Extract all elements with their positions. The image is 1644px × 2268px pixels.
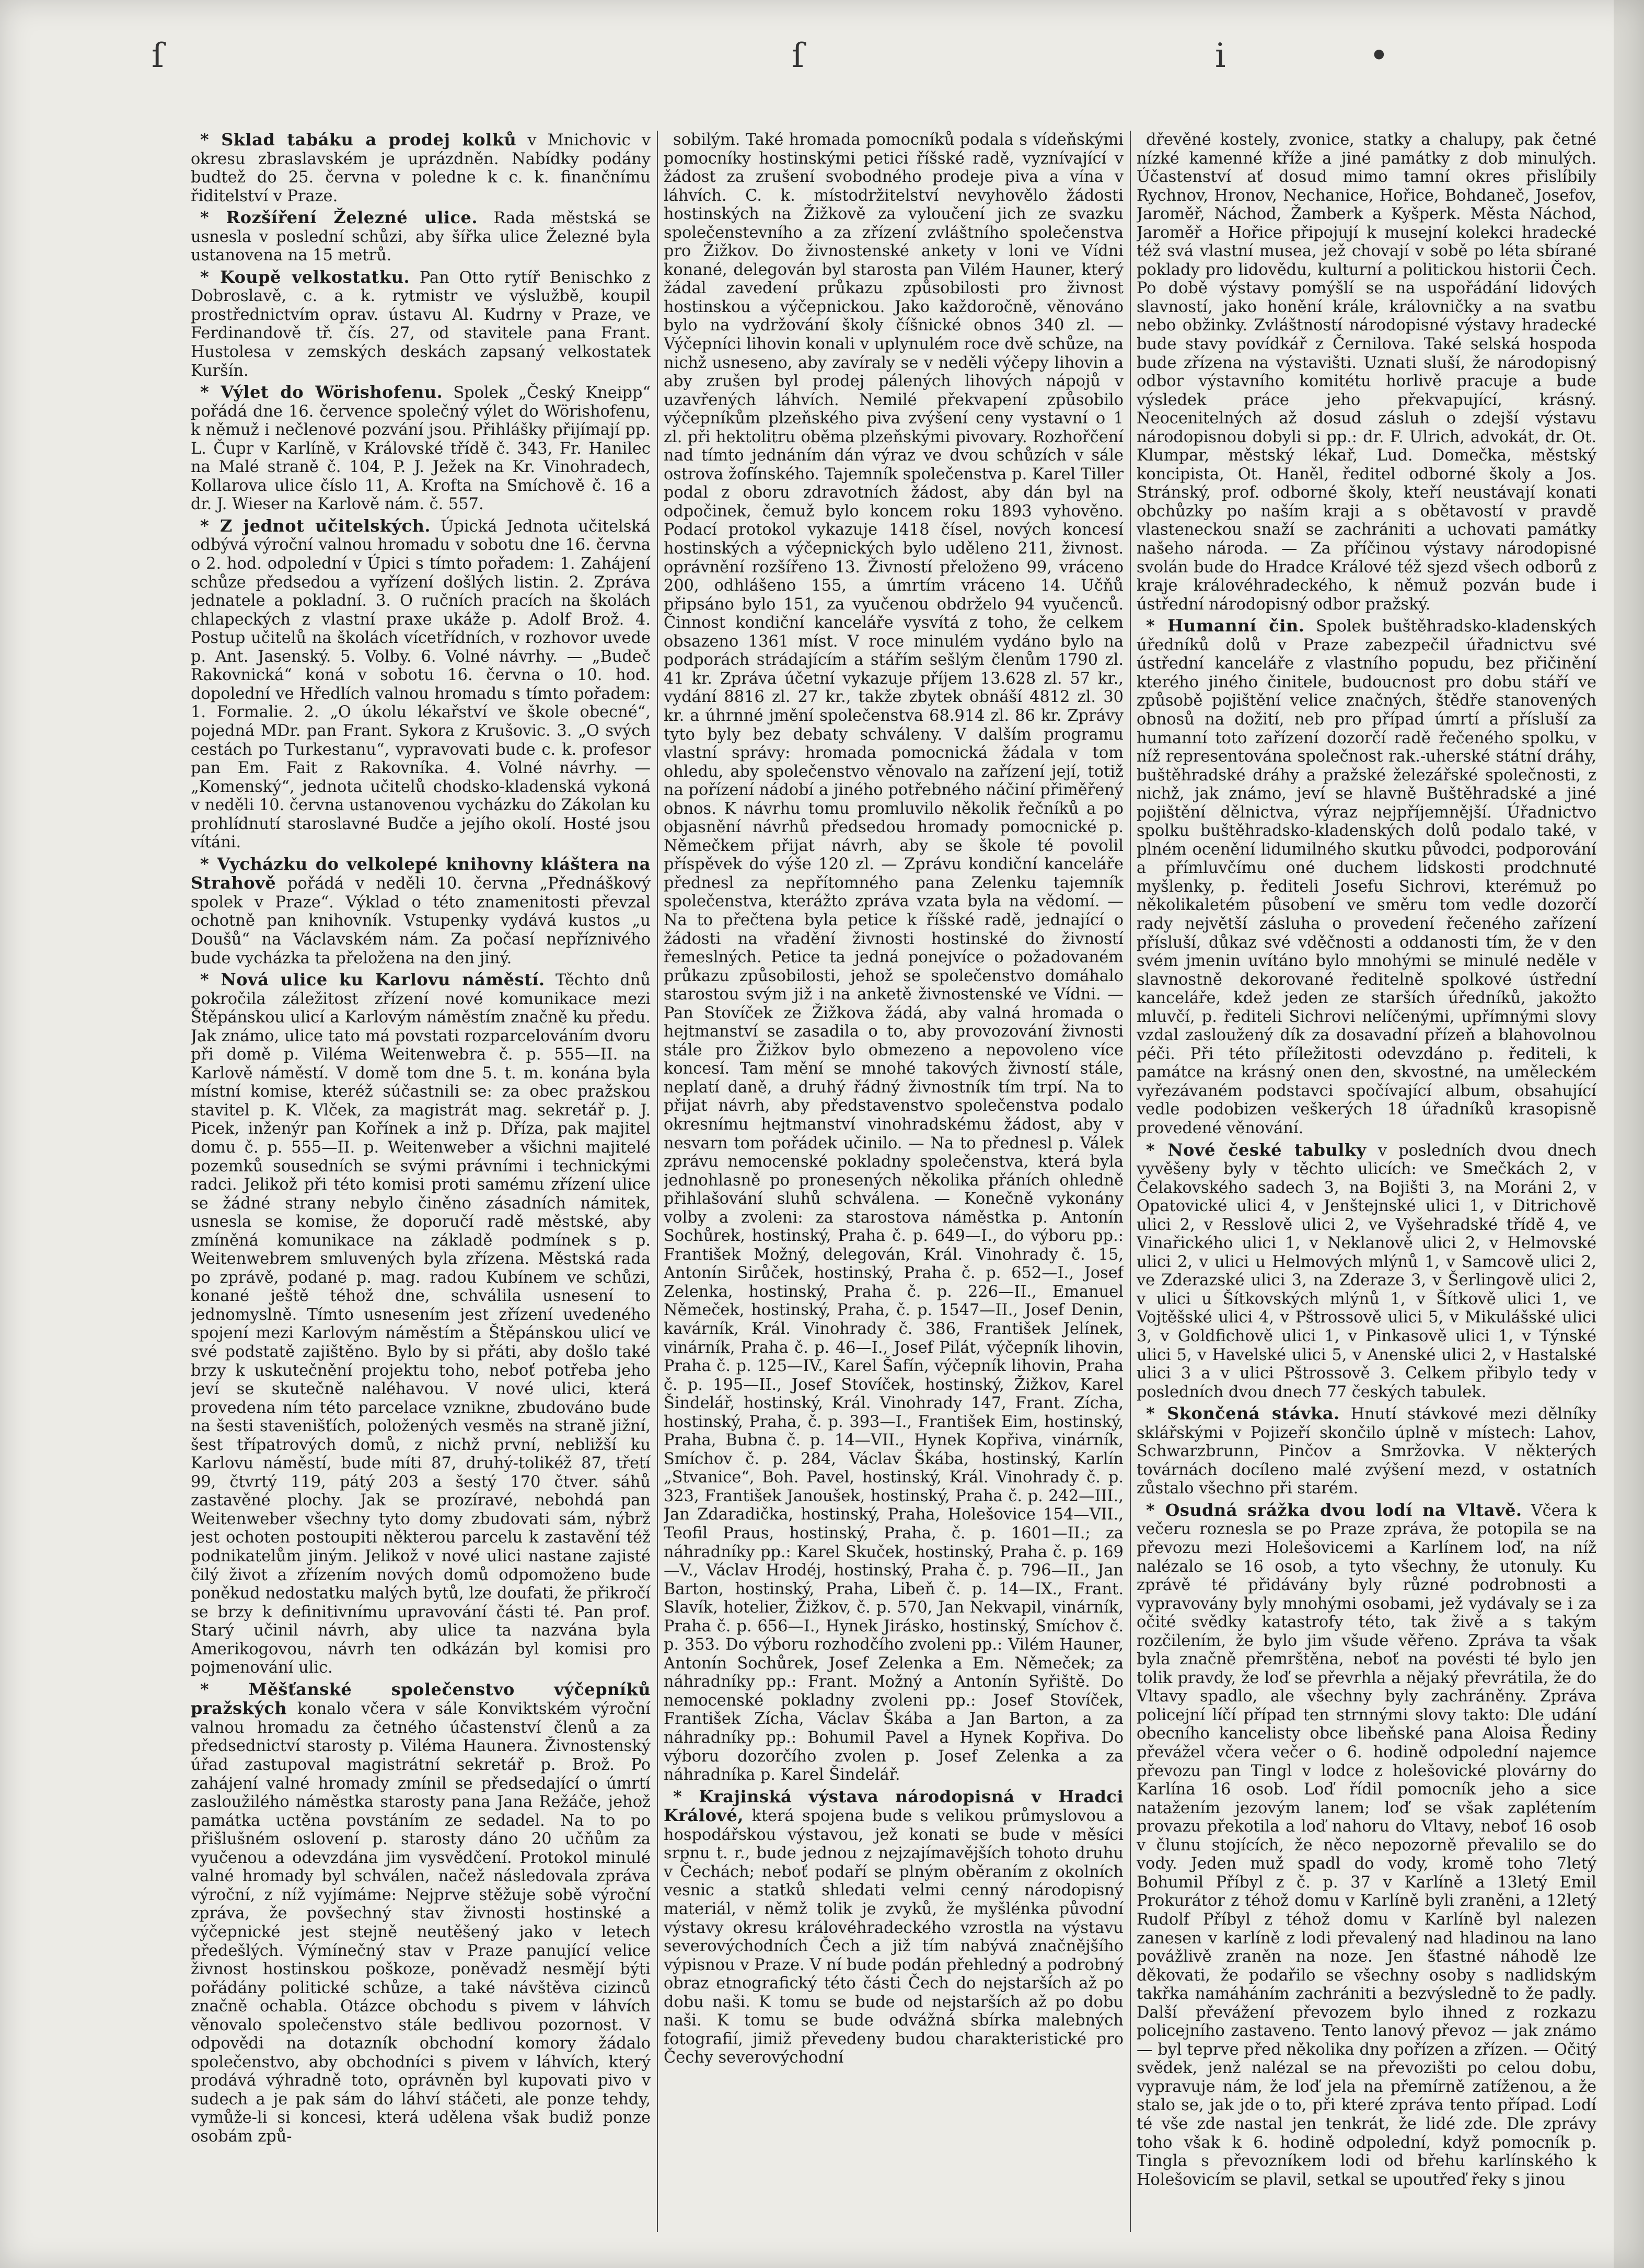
article-headline: * Koupě velkostatku.	[200, 267, 410, 287]
article-headline: * Měšťanské společenstvo výčepníků pražských	[191, 1679, 651, 1719]
column-rule	[1130, 131, 1131, 2232]
article-body: Pan Otto rytíř Benischko z Dobroslavě, c. a k. rytmistr ve výslužbě, koupil prostřednictvím oprav. ústavu Al. Kudrny v Praze, ve Ferdinandově tř. čís. 27, od stavitele pana Frant. Hustolesa v zemských deskách zapsaný velkostatek Kuršín.	[191, 268, 651, 380]
article-headline: * Osudná srážka dvou lodí na Vltavě.	[1146, 1500, 1522, 1520]
article-headline: * Nová ulice ku Karlovu náměstí.	[200, 970, 545, 990]
column-rule	[657, 131, 658, 2232]
column-2	[664, 131, 1124, 2237]
article-headline: * Krajinská výstava národopisná v Hradci Králové,	[664, 1786, 1124, 1826]
article-headline: * Humanní čin.	[1146, 616, 1305, 636]
header-mark-3: i	[1215, 37, 1226, 75]
header-mark-4: •	[1369, 37, 1389, 75]
scan-margin-strip	[1614, 0, 1644, 2268]
article-body: pořádá v neděli 10. června „Přednáškový spolek v Praze“. Výklad o této znamenitosti převzal ochotně pan knihovník. Vstupenky vydává kustos „u Doušů“ na Václavském nám. Za počasí nepříznivého bude vycházka ta přeložena na den jiný.	[191, 874, 651, 968]
article	[664, 1788, 1124, 2067]
article	[191, 209, 651, 265]
article	[1137, 617, 1596, 1137]
article-body: Rada městská se usnesla v poslední schůzi, aby šířka ulice Železné byla ustanovena na 15 metrů.	[191, 209, 651, 265]
article-body: v posledních dvou dnech vyvěšeny byly v těchto ulicích: ve Smečkách 2, v Čelakovského sadech 3, na Bojišti 3, na Moráni 2, v Opatovické ulici 4, v Jenštejnské ulici 1, v Ditrichově ulici 2, v Resslově ulici 2, ve Vyšehradské třídě 4, ve Vinařického ulici 1, v Neklanově ulici 2, v Helmovské ulici 2, v ulici u Helmových mlýnů 1, v Samcově ulici 2, ve Zderazské ulici 3, na Zderaze 3, v Šerlingově ulici 2, v ulici u Šítkovských mlýnů 1, v Šítkově ulici 1, ve Vojtěšské ulici 4, v Pštrossově ulici 5, v Mikulášské ulici 3, v Goldfichově ulici 1, v Pinkasově ulici 1, v Týnské ulici 5, v Havelské ulici 5, v Anenské ulici 2, v Hastalské ulici 3 a v ulici Pštrossově 3. Celkem přibylo tedy v posledních dvou dnech 77 českých tabulek.	[1137, 1141, 1596, 1401]
column-1	[191, 131, 651, 2237]
article-headline: * Skončená stávka.	[1146, 1403, 1340, 1424]
article	[191, 517, 651, 852]
article-body: dřevěné kostely, zvonice, statky a chalupy, pak četné nízké kamenné kříže a jiné památky z dob minulých. Účastenství ať dosud mimo tamní okres přislíbily Rychnov, Hronov, Nechanice, Hořice, Bohdaneč, Josefov, Jaroměř, Náchod, Žamberk a Kyšperk. Města Náchod, Jaroměř a Hořice připojují k musejní kolekci hradecké též svá vlastní musea, jež chovají v sobě po léta sbírané poklady pro lidovědu, kulturní a politickou historii Čech. Po době výstavy pomýšlí se na uspořádání lidových slavností, jako honění krále, královničky a na svatbu nebo obžinky. Zvláštností národopisné výstavy hradecké bude stavy povídkář z Černilova. Také selská hospoda bude zřízena na výstavišti. Uznati sluší, že národopisný odbor výstavního komitétu horlivě pracuje a bude výsledek práce jeho překvapující, krásný. Neocenitelných až dosud zásluh o zdejší výstavu národopisnou dobyli si pp.: dr. F. Ulrich, advokát, dr. Ot. Klumpar, městský lékař, Lud. Domečka, městský koncipista, Ot. Haněl, ředitel odborné školy a Jos. Stránský, prof. odborné školy, kteří neustávají konati obchůzky po naším kraji a s obětavostí v pravdě vlasteneckou snaží se zachrániti a uchovati památky našeho národa. — Za příčinou výstavy národopisné svolán bude do Hradce Králové též sjezd všech odborů z kraje královéhradeckého, k němuž pozván bude i ústřední národopisný odbor pražský.	[1137, 131, 1596, 614]
article	[191, 971, 651, 1677]
article	[1137, 1141, 1596, 1402]
article-headline: * Výlet do Wörishofenu.	[200, 382, 443, 402]
header-mark-1: ſ	[152, 37, 164, 75]
article	[664, 131, 1124, 1785]
article	[1137, 131, 1596, 614]
article-body: Těchto dnů pokročila záležitost zřízení nové komunikace mezi Štěpánskou ulicí a Karlovým náměstím značně ku předu. Jak známo, ulice tato má povstati rozparcelováním dvoru při domě p. Viléma Weitenwebra č. p. 555—II. na Karlově náměstí. V domě tom dne 5. t. m. konána byla místní komise, kteréž súčastnili se: za obec pražskou stavitel p. K. Vlček, za magistrát mag. sekretář p. J. Picek, inženýr pan Kořínek a inž p. Dříza, pak majitel domu č. p. 555—II. p. Weitenweber a všichni majitelé pozemků sousedních se svými právními i technickými radci. Jelikož při této komisi proti samému zřízení ulice se žádné strany nebylo činěno zásadních námitek, usnesla se komise, že doporučí radě městské, aby zmíněná komunikace na základě podmínek s p. Weitenwebrem smluvených byla zřízena. Městská rada po zprávě, podané p. mag. radou Kubínem ve schůzi, konané ještě téhož dne, schválila usnesení to jednomyslně. Tímto usnesením jest zřízení uvedeného spojení mezi Karlovým náměstím a Štěpánskou ulicí ve své podstatě zajištěno. Bylo by si přáti, aby došlo také brzy k uskutečnění projektu toho, neboť potřeba jeho jeví se skutečně naléhavou. V nové ulici, která provedena ním této parcelace vznikne, zbudováno bude na šesti stavenišťích, položených vesměs na straně jižní, šest třípatrových domů, z nichž první, nebližší ku Karlovu náměstí, bude míti 87, druhý-tolikéž 87, třetí 99, čtvrtý 119, pátý 203 a šestý 170 čtver. sáhů zastavěné plochy. Jak se prozíravé, nebohdá pan Weitenweber všechny tyto domy zbudovati sám, nýbrž jest ochoten postoupiti některou parcelu k zastavění též podnikatelům jiným. Jelikož v nové ulici nastane zajisté čilý život a zřízením nových domů odpomoženo bude poněkud nedostatku malých bytů, lze doufati, že přikročí se brzy k definitivnímu upravování části té. Pan prof. Starý učinil návrh, aby ulice ta nazvána byla Amerikogovou, návrh ten odkázán byl komisi pro pojmenování ulic.	[191, 971, 651, 1677]
article-body: Hnutí stávkové mezi dělníky sklářskými v Pojizeří skončilo úplně v místech: Lahov, Schwarzbrunn, Pinčov a Smržovka. V některých továrnách docíleno malé zvýšení mezd, v ostatních zůstalo všechno při starém.	[1137, 1405, 1596, 1498]
article-headline: * Sklad tabáku a prodej kolků	[200, 131, 517, 149]
article	[191, 131, 651, 205]
article-headline: * Z jednot učitelských.	[200, 515, 431, 536]
article-body: konalo včera v sále Konviktském výroční valnou hromadu za četného účastenství členů a za předsednictví starosty p. Viléma Haunera. Živnostenský úřad zastupoval magistrátní sekretář p. Brož. Po zahájení valné hromady zmínil se předsedající o úmrtí zasloužilého náměstka starosty pana Jana Režáče, jehož památka uctěna povstáním ze sedadel. Na to po přišlušném oslovení p. starosty dáno 20 učňům za vyučenou a odevzdána jim vysvědčení. Protokol minulé valné hromady byl schválen, načež následovala zpráva výroční, z níž vyjímáme: Nejprve stěžuje sobě výroční zpráva, že povšechný stav živnosti hostinské a výčepnické jest stejně neutěšený jako v letech předešlých. Výmínečný stav v Praze panující velice živnost hostinskou poškoze, poněvadž nesmějí býti pořádány politické schůze, a také návštěva cizinců značně ochabla. Otázce obchodu s pivem v láhvích věnovalo společenstvo stále bedlivou pozornost. V odpovědi na dotazník obchodní komory žádalo společenstvo, aby obchodníci s pivem v láhvích, který prodává výhradně toto, oprávněn byl kupovati pivo v sudech a je pak sám do láhví stáčeti, ale ponze tehdy, vymůže-li si koncesi, která udělena však budiž ponze osobám způ-	[191, 1700, 651, 2146]
column-3	[1137, 131, 1596, 2237]
header-mark-2: ſ	[792, 37, 804, 75]
article	[191, 1680, 651, 2146]
article-body: Včera k večeru roznesla se po Praze zpráva, že potopila se na převozu mezi Holešovicemi a Karlínem loď, na níž nalézalo se 16 osob, a tyto všechny, že utonuly. Ku zprávě té přidávány byly různé podrobnosti a vypravovány byly mnohými osobami, jež vydávaly se i za očité svědky katastrofy této, tak živě a s takým rozčilením, že bylo jim všude věřeno. Zpráva ta však byla značně přemrštěna, neboť na povésti té bylo jen tolik pravdy, že loď se převrhla a nějaký převrátila, že do Vltavy spadlo, ale všechny byly zachráněny. Zpráva policejní líčí případ ten strnnými slovy takto: Dle udání obecního kancelisty obce libeňské pana Aloisa Řediny převážel včera večer o 6. hodině odpolední najemce převozu pan Tingl v lodce z holešovické plovárny do Karlína 16 osob. Loď řídil pomocník jeho a sice natažením jezovým lanem; loď se však zaplétením provazu překotila a loď nahoru do Vltavy, neboť 16 osob v člunu stojících, že něco nepozorně převalilo se do vody. Jeden muž spadl do vody, kromě toho 7letý Bohumil Příbyl z č. p. 37 v Karlíně a 13letý Emil Prokurátor z téhož domu v Karlíně byli zraněni, a 12letý Rudolf Příbyl z téhož domu v Karlíně byl nalezen zanesen v karlíně z lodi převalený nad hladinou na lano povážlivě zraněn na noze. Jen šťastné náhodě lze děkovati, že podařilo se všechny osoby s nadlidským takřka namáháním zachrániti a bezvýsledně to že padly. Další převážení převozem bylo ihned z rozkazu policejního zastaveno. Tento lanový převoz — jak známo — byl teprve před několika dny pořízen a zřízen. — Očitý svědek, jenž nalézal se na převozišti po celou dobu, vypravuje nám, že loď jela na přemírně zatíženou, a že stalo se, jak jde o to, při které zpráva tento případ. Lodí té vše zde nastal jen tenkrát, že lidé zde. Dle zprávy toho však k 6. hodině odpolední, když pomocník p. Tingla s převozníkem lodi od břehu karlínského k Holešovicím se plavil, setkal se upoutřeď řeky s jinou	[1137, 1501, 1596, 2189]
article-body: Úpická Jednota učitelská odbývá výroční valnou hromadu v sobotu dne 16. června o 2. hod. odpolední v Úpici s tímto pořadem: 1. Zahájení schůze předsedou a vyřízení došlých listin. 2. Zpráva jednatele a pokladní. 3. O ručních pracích na školách chlapeckých z vlastní praxe ukáže p. Adolf Brož. 4. Postup učitelů na školách vícetřídních, v rozhovor uvede p. Ant. Jasenský. 5. Volby. 6. Volné návrhy. — „Budeč Rakovnická“ koná v sobotu 16. června o 10. hod. dopolední ve Hředlích valnou hromadu s tímto pořadem: 1. Formalie. 2. „O úkolu lékařství ve škole obecné“, pojedná MDr. pan Frant. Sykora z Krušovic. 3. „O svých cestách po Turkestanu“, vypravovati bude c. k. profesor pan Em. Fait z Rakovníka. 4. Volné návrhy. — „Komenský“, jednota učitelů chodsko-kladenská vykoná v neděli 10. června ustanovenou vycházku do Zákolan ku prohlídnutí staroslavné Budče a jejího okolí. Hosté jsou vítáni.	[191, 517, 651, 852]
article	[1137, 1501, 1596, 2189]
article-headline: * Nové české tabulky	[1146, 1139, 1367, 1160]
article-body: Spolek buštěhradsko-kladenských úředníků dolů v Praze zabezpečil úřadnictvu své ústřední kanceláře z vlastního popudu, bez přičinění kterého jiného činitele, budoucnost pro dobu stáří ve způsobě pojištění velice značných, štědře stanovených obnosů na dožití, neb pro případ úmrtí a přísluší za humanní toto zařízení dozorčí radě řečeného spolku, v níž representována společnost rak.-uherské státní dráhy, buštěhradské dráhy a pražské železářské společnosti, z nichž, jak známo, jeví se hlavně Buštěhradské a jiné pojištění dělnictva, výraz nejpříjemnější. Úřadnictvo spolku buštěhradsko-kladenských dolů podalo také, v plném ocenění lidumilného skutku původci, podporování a přímluvčímu oné duchem lidskosti prodchnuté myšlenky, p. řediteli Josefu Sichrovi, kterémuž po několikaletém působení ve směru tom vedle dozorčí rady největší zásluha o provedení řečeného zařízení přísluší, důkaz své vděčnosti a oddanosti tím, že v den svém jmenin uvítáno bylo mnohými se minulé neděle v slavnostně dekorované ředitelně spolkové ústřední kanceláře, kdež jeden ze starších úředníků, jakožto mluvčí, p. řediteli Sichrovi nelíčenými, upřímnými slovy vzdal zasloužený dík za dosavadní přízeň a blahovolnou péči. Při této příležitosti odevzdáno p. řediteli, k památce na krásný onen den, skvostné, na uměleckém vyřezávaném podstavci spočívající album, obsahující vedle podobizen veškerých 18 úřadníků krasopisně provedené věnování.	[1137, 617, 1596, 1137]
newspaper-columns	[191, 131, 1596, 2242]
article-headline: * Rozšíření Železné ulice.	[200, 208, 478, 228]
article	[191, 268, 651, 380]
article-body: Spolek „Český Kneipp“ pořádá dne 16. července společný výlet do Wörishofenu, k němuž i nečlenové pozvání jsou. Přihlášky přijímají pp. L. Čupr v Karlíně, v Královské třídě č. 343, Fr. Hanilec na Malé straně č. 104, P. J. Ježek na Kr. Vinohradech, Kollarova ulice číslo 11, A. Krofta na Smíchově č. 16 a dr. J. Wieser na Karlově nám. č. 557.	[191, 384, 651, 514]
article-body: v Mnichovic v okresu zbraslavském je uprázdněn. Nabídky podány budtež do 25. června v poledne k c. k. finančnímu řiditelství v Praze.	[191, 131, 651, 205]
article	[191, 855, 651, 968]
article-body: sobilým. Také hromada pomocníků podala s vídeňskými pomocníky hostinskými petici říšské radě, vyznívající v žádost za zrušení svobodného prodeje piva a vína v láhvích. C. k. místodržitelství nevyhovělo žádosti hostinských na Žižkově za vyloučení jich ze svazku společenstevního a za zřízení zvláštního společenstva pro Žižkov. Do živnostenské ankety v loni ve Vídni konané, delegován byl starosta pan Vilém Hauner, který žádal zavedení průkazu způsobilosti pro živnost hostinskou a výčepnickou. Jako každoročně, věnováno bylo na vydržování školy číšnické obnos 340 zl. — Výčepníci lihovin konali v uplynulém roce dvě schůze, na nichž usneseno, aby zavíraly se v neděli výčepy lihovin a aby zrušen byl prodej pálených lihových nápojů v uzavřených láhvích. Nemilé překvapení způsobilo výčepníkům plzeňského piva zvýšení ceny vystavní o 1 zl. při hektolitru oběma plzeňskými pivovary. Rozhořčení nad tímto jednáním dán výraz ve dvou schůzích v sále ostrova žofínského. Tajemník společenstva p. Karel Tiller podal z oboru zdravotních žádost, aby dán byl na odpočinek, čemuž bylo koncem roku 1893 vyhověno. Podací protokol vykazuje 1418 čísel, nových koncesí hostinských a výčepnických bylo uděleno 211, živnost. oprávnění rozšířeno 13. Živností přeloženo 99, vráceno 200, odhlášeno 155, a úmrtím vráceno 14. Učňů připsáno bylo 151, za vyučenou obdrželo 94 vyučenců. Činnost kondiční kanceláře vysvítá z toho, že celkem obsazeno 1361 míst. V roce minulém vydáno bylo na podporách strádajícím a stářím sešlým členům 1790 zl. 41 kr. Zpráva účetní vykazuje příjem 13.628 zl. 57 kr., vydání 8816 zl. 27 kr., takže zbytek obnáší 4812 zl. 30 kr. a úhrnné jmění společenstva 68.914 zl. 86 kr. Zprávy tyto byly bez debaty schváleny. V dalším programu vlastní správy: hromada pomocnická žádala v tom ohledu, aby společenstvo věnovalo na zařízení její, totiž na pořízení nádobí a jiného potřebného náčiní přiměřený obnos. K návrhu tomu promluvilo několik řečníků a po objasnění návrhů předsedou hromady pomocnické p. Němečkem přijat návrh, aby se škole té povolil příspěvek do výše 120 zl. — Zprávu kondiční kanceláře přednesl za nepřítomného pana Zelenku tajemník společenstva, kterážto zpráva vzata byla na vědomí. — Na to přečtena byla petice k říšské radě, jednající o žádosti na vřadění živnosti hostinské do živností řemeslných. Petice ta jedná ponejvíce o požadovaném průkazu způsobilosti, jehož se společenstvo domáhalo starostou svým již i na anketě živnostenské ve Vídni. — Pan Stovíček ze Žižkova žádá, aby valná hromada o hejtmanství se zasadila o to, aby provozování živnosti stále pro Žižkov bylo obmezeno a nepovoleno více koncesí. Tam mění se mnohé takových živností stále, neplatí daně, a druhý řádný živnostník tím trpí. Na to přijat návrh, aby představenstvo společenstva podalo okresnímu hejtmanství vinohradskému žádost, aby v nesvarn tom pořádek učinilo. — Na to přednesl p. Válek zprávu nemocenské pokladny společenstva, která byla jednohlasně po pronesených několika přáních ohledně přihlašování sluhů schválena. — Konečně vykonány volby a zvoleni: za starostova náměstka p. Antonín Sochůrek, hostinský, Praha č. p. 649—I., do výboru pp.: František Možný, delegován, Král. Vinohrady č. 15, Antonín Sirůček, hostinský, Praha č. p. 652—I., Josef Zelenka, hostinský, Praha č. p. 226—II., Emanuel Němeček, hostinský, Praha, č. p. 1547—II., Josef Denin, kavárník, Král. Vinohrady č. 386, František Jelínek, vinárník, Praha č. p. 46—I., Josef Pilát, výčepník lihovin, Praha č. p. 125—IV., Karel Šafín, výčepník lihovin, Praha č. p. 195—II., Josef Stovíček, hostinský, Žižkov, Karel Šindelář, hostinský, Král. Vinohrady 147, Frant. Zícha, hostinský, Praha, č. p. 393—I., František Eim, hostinský, Praha, Bubna č. p. 14—VII., Hynek Kopřiva, vinárník, Smíchov č. p. 284, Václav Škába, hostinský, Karlín „Stvanice“, Boh. Pavel, hostinský, Král. Vinohrady č. p. 323, František Janoušek, hostinský, Praha č. p. 242—III., Jan Zdaradička, hostinský, Praha, Holešovice 154—VII., Teofil Praus, hostinský, Praha, č. p. 1601—II.; za náhradníky pp.: Karel Skuček, hostinský, Praha č. p. 169—V., Václav Hrodéj, hostinský, Praha č. p. 796—II., Jan Barton, hostinský, Praha, Libeň č. p. 14—IX., Frant. Slavík, hotelier, Žižkov, č. p. 570, Jan Nekvapil, vinárník, Praha č. p. 656—I., Hynek Jirásko, hostinský, Smíchov č. p. 353. Do výboru rozhodčího zvoleni pp.: Vilém Hauner, Antonín Sochůrek, Josef Zelenka a Em. Němeček; za náhradníky pp.: Frant. Možný a Antonín Syřiště. Do nemocenské pokladny zvoleni pp.: Josef Stovíček, František Zícha, Václav Škába a Jan Barton, a za náhradníky pp.: Bohumil Pavel a Hynek Kopřiva. Do výboru dozorčího zvolen p. Josef Zelenka a za náhradníka p. Karel Šindelář.	[664, 131, 1124, 1785]
article-headline: * Vycházku do velkolepé knihovny kláštera na Strahově	[191, 854, 651, 893]
article-body: která spojena bude s velikou průmyslovou a hospodářskou výstavou, jež konati se bude v měsíci srpnu t. r., bude jednou z nejzajímavějších tohoto druhu v Čechách; neboť podaří se plným oběraním z okolních vesnic a statků shledati velmi cenný národopisný materiál, v němž tolik je zvyků, že myšlénka původní výstavy okresu královéhradeckého vzrostla na výstavu severovýchodních Čech a již tím nabývá značnějšího výpisnou v Praze. V ní bude podán přehledný a podrobný obraz etnografický této části Čech do nejstarších až po dobu naši. K tomu se bude od nejstarších až po dobu naši. K tomu se bude odvážná sbírka malebných fotografií, jimiž převedeny budou charakteristické pro Čechy severovýchodní	[664, 1807, 1124, 2067]
article	[1137, 1404, 1596, 1498]
article	[191, 383, 651, 514]
